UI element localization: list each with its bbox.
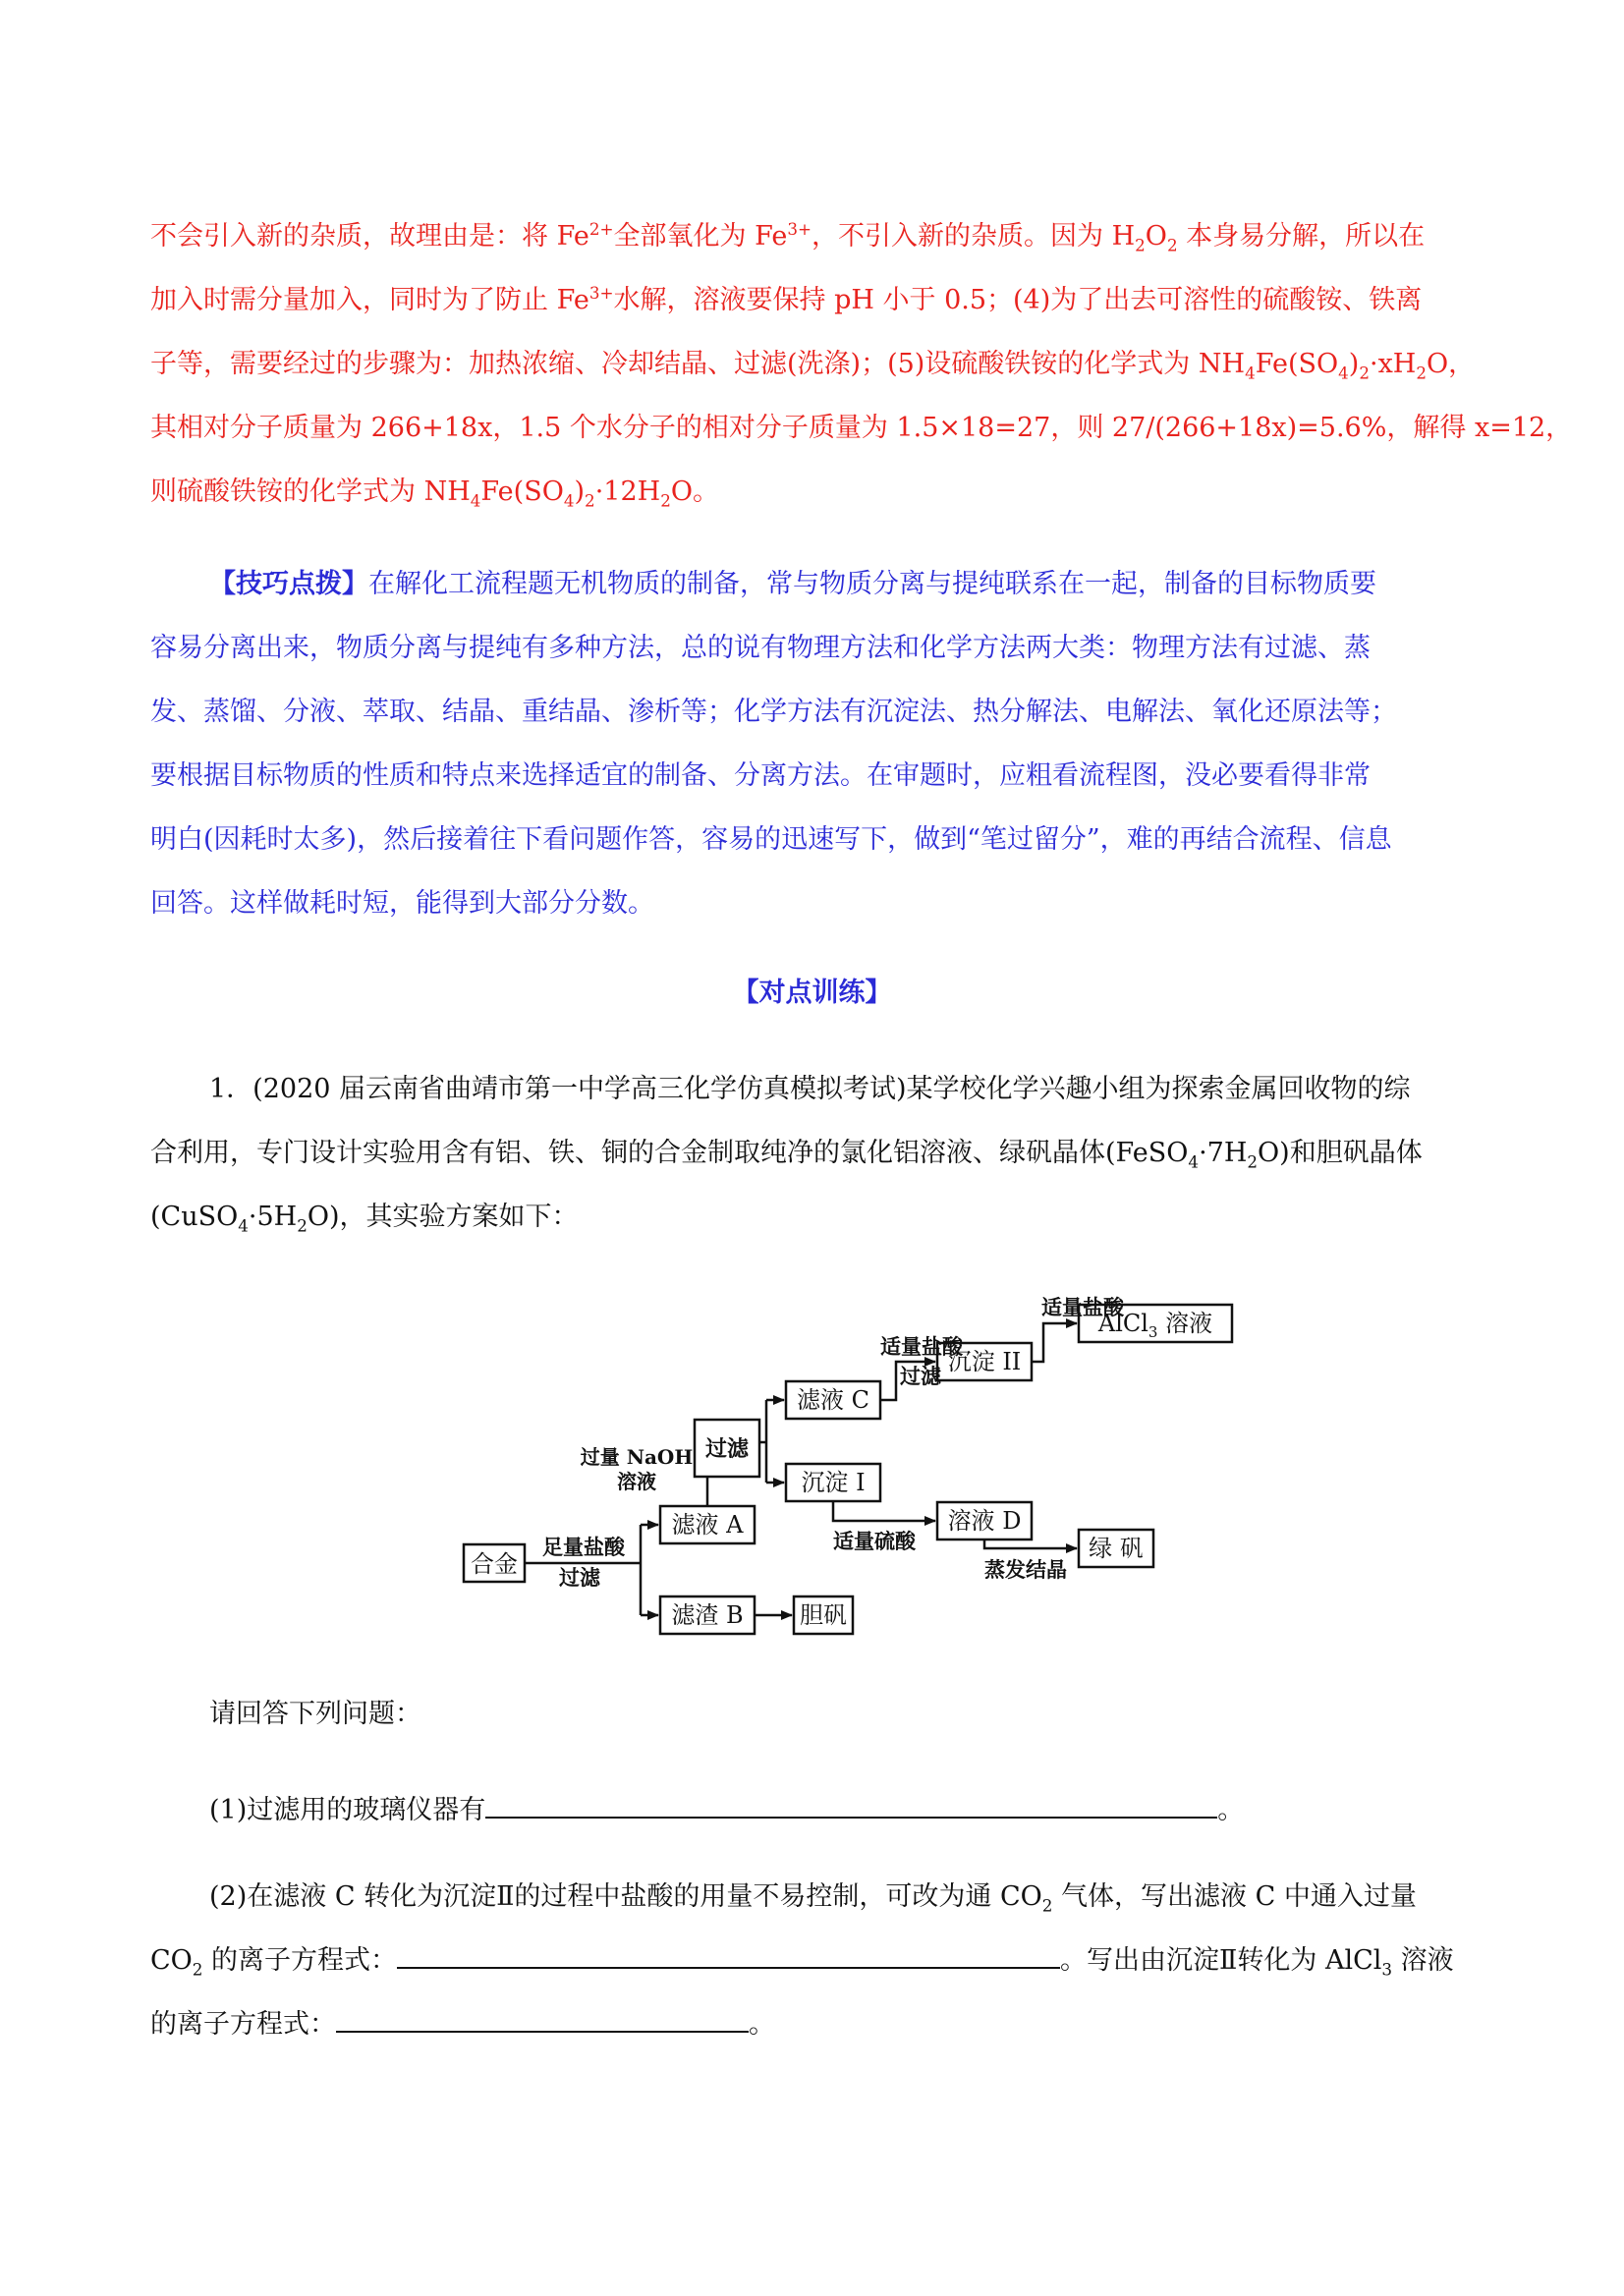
answer-blank-2[interactable]	[397, 1939, 1060, 1969]
answer-line-5: 则硫酸铁铵的化学式为 $NH_4Fe(SO_4)_2\cdot 12H_2O$。	[150, 476, 719, 511]
label-guolv2: 过滤	[704, 1436, 750, 1462]
tip-line-6: 回答。这样做耗时短，能得到大部分分数。	[150, 888, 654, 919]
label-chendian-1: 沉淀 I	[801, 1469, 866, 1496]
question-line-3: $(CuSO_4\cdot 5H_2O)$，其实验方案如下：	[150, 1202, 579, 1236]
label-naoh-rongye: 溶液	[617, 1470, 656, 1493]
prompt-line: 请回答下列问题：	[209, 1699, 421, 1729]
label-alcl3: AlCl$_3$ 溶液	[1097, 1310, 1213, 1341]
answer-blank-1[interactable]	[485, 1789, 1217, 1819]
label-lvye-c: 滤液 C	[797, 1386, 869, 1414]
answer-line-2: 加入时需分量加入，同时为了防止 $Fe^{3+}$水解，溶液要保持 pH 小于 0.5；(4)为了出去可溶性的硫酸铵、铁离	[150, 283, 1423, 315]
question-2-line-3: 的离子方程式： 。	[150, 1992, 1482, 2056]
answer-line-3: 子等，需要经过的步骤为：加热浓缩、冷却结晶、过滤(洗涤)；(5)设硫酸铁铵的化学式为 $NH_4Fe(SO_4)_2\cdot xH_2O$，	[150, 349, 1476, 383]
label-guolv3: 过滤	[900, 1364, 941, 1388]
tip-paragraph	[150, 552, 1482, 935]
label-hejin: 合金	[471, 1550, 518, 1578]
tip-label: 【技巧点拨】	[209, 569, 368, 599]
label-lvzha-b: 滤渣 B	[671, 1601, 744, 1629]
tip-line-3: 发、蒸馏、分液、萃取、结晶、重结晶、渗析等；化学方法有沉淀法、热分解法、电解法、氧化还原法等；	[150, 697, 1397, 727]
label-zuliang-yansuan: 足量盐酸	[542, 1535, 625, 1559]
question-2-line-2: $CO_2$ 的离子方程式： 。写出由沉淀Ⅱ转化为 AlCl$_3$ 溶液	[150, 1929, 1482, 1992]
arrow-to-rongye-d	[833, 1501, 935, 1521]
question-2	[150, 1865, 1482, 2056]
answer-blank-3[interactable]	[336, 2003, 749, 2033]
label-shiliang-liusuan: 适量硫酸	[833, 1529, 916, 1553]
tip-line-1: 【技巧点拨】在解化工流程题无机物质的制备，常与物质分离与提纯联系在一起，制备的目标物质要	[209, 569, 1376, 599]
arrow-to-alcl3	[1032, 1323, 1077, 1362]
question-paragraph	[150, 1057, 1482, 1249]
tip-line-4: 要根据目标物质的性质和特点来选择适宜的制备、分离方法。在审题时，应粗看流程图，没必要看得非常	[150, 760, 1371, 791]
label-zhengfa-jiejing: 蒸发结晶	[984, 1557, 1067, 1582]
question-line-1: 1．(2020 届云南省曲靖市第一中学高三化学仿真模拟考试)某学校化学兴趣小组为探索金属回收物的综	[209, 1074, 1411, 1104]
label-shiliang-yansuan-1: 适量盐酸	[880, 1334, 963, 1359]
label-shiliang-yansuan-2: 适量盐酸	[1041, 1295, 1124, 1319]
tip-line-2: 容易分离出来，物质分离与提纯有多种方法，总的说有物理方法和化学方法两大类：物理方法有过滤、蒸	[150, 633, 1371, 663]
answer-line-1: 不会引入新的杂质，故理由是：将 $Fe^{2+}$全部氧化为 $Fe^{3+}$，不引入新的杂质。因为 $H_2O_2$ 本身易分解，所以在	[150, 219, 1426, 255]
label-lvfan: 绿 矾	[1089, 1535, 1144, 1562]
section-heading: 【对点训练】	[732, 978, 892, 1008]
question-2-line-1: (2)在滤液 C 转化为沉淀Ⅱ的过程中盐酸的用量不易控制，可改为通 $CO_2$ 气体，写出滤液 C 中通入过量	[209, 1881, 1417, 1916]
label-chendian-2: 沉淀 II	[947, 1348, 1022, 1375]
answer-line-4: 其相对分子质量为 266+18x，1.5 个水分子的相对分子质量为 1.5×18=27，则 27/(266+18x)=5.6%，解得 x=12，	[150, 413, 1573, 443]
label-guoliang-naoh: 过量 NaOH	[580, 1445, 694, 1469]
question-1: (1)过滤用的玻璃仪器有 。	[150, 1778, 1482, 1842]
label-danfan: 胆矾	[800, 1601, 847, 1629]
arrow-to-lvfan	[984, 1540, 1077, 1548]
tip-line-5: 明白(因耗时太多)，然后接着往下看问题作答，容易的迅速写下，做到“笔过留分”，难的再结合流程、信息	[150, 824, 1392, 855]
label-guolv1: 过滤	[559, 1565, 600, 1590]
process-flowchart	[452, 1277, 1238, 1651]
answer-paragraph	[150, 204, 1573, 524]
label-lvye-a: 滤液 A	[671, 1511, 744, 1539]
question-line-2: 合利用，专门设计实验用含有铝、铁、铜的合金制取纯净的氯化铝溶液、绿矾晶体$(FeSO_4\cdot 7H_2O)$和胆矾晶体	[150, 1138, 1423, 1172]
label-rongye-d: 溶液 D	[947, 1507, 1022, 1535]
